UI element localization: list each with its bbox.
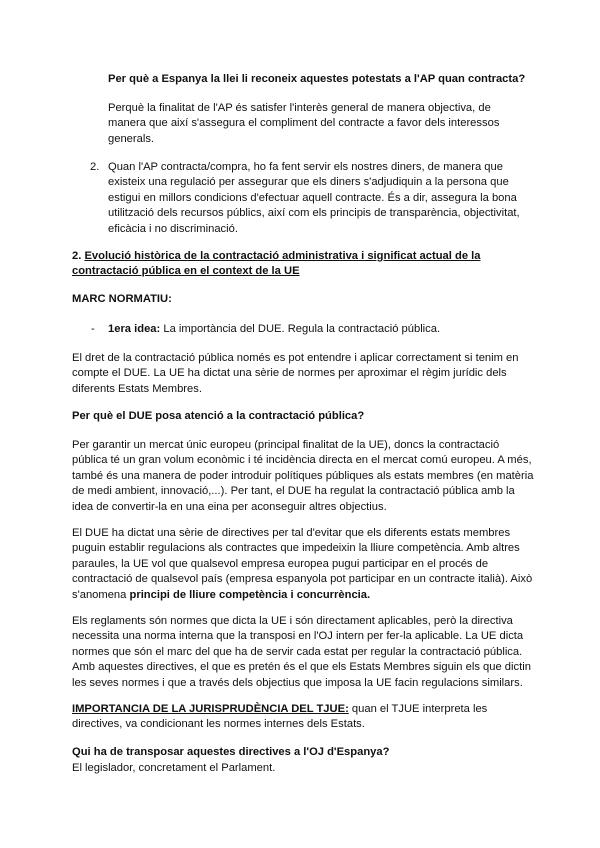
tjue-text: quan el TJUE interpreta les directives, va condicionant les normes internes dels Estats. xyxy=(72,703,488,731)
list-item-number: 2. xyxy=(90,161,100,173)
answer-ap-potestats: Perquè la finalitat de l'AP és satisfer l'interès general de manera objectiva, de manera que així s'assegura el compliment del contracte a favor dels interessos generals. xyxy=(108,102,500,145)
paragraph-reglaments: Els reglaments són normes que dicta la UE i són directament aplicables, però la directiva necessita una norma interna que la transposi en l'OJ intern per fer-la aplicable. La UE dicta normes que són el marc del que ha de servir cada estat per regular la contractació pública. Amb aquestes directives, el que es pretén és el que els Estats Membres siguin els que dictin les seves normes i que a través dels objectius que imposa la UE facin regulacions similars. xyxy=(72,615,531,689)
paragraph-dret: El dret de la contractació pública només es pot entendre i aplicar correctament si tenim en compte el DUE. La UE ha dictat una sèrie de normes per aproximar el règim jurídic dels diferents Estats Membres. xyxy=(72,352,519,395)
marc-normatiu-heading: MARC NORMATIU: xyxy=(72,293,172,305)
idea-1-label: 1era idea: xyxy=(108,323,161,335)
question-transposar: Qui ha de transposar aquestes directives a l'OJ d'Espanya? xyxy=(72,746,390,758)
answer-transposar: El legislador, concretament el Parlament. xyxy=(72,762,276,774)
bullet-dash: - xyxy=(91,323,95,335)
section-2-number: 2. xyxy=(72,250,82,262)
section-2-title: Evolució històrica de la contractació administrativa i significat actual de la contractació pública en el context de la UE xyxy=(72,250,481,278)
paragraph-mercat-unic: Per garantir un mercat únic europeu (principal finalitat de la UE), doncs la contractació pública té un gran volum econòmic i té incidència directa en el mercat comú europeu. A més, també és una manera de poder introduir polítiques públiques als estats membres (en matèria de medi ambient, innovació,...). Per tant, el DUE ha regulat la contractació pública amb la idea de convertir-la en una eina per aconseguir altres objectius. xyxy=(72,439,534,513)
paragraph-tjue xyxy=(72,702,512,733)
tjue-label: IMPORTANCIA DE LA JURISPRUDÈNCIA DEL TJUE: xyxy=(72,703,349,715)
principle-lliure-competencia: principi de lliure competència i concurrència. xyxy=(129,588,371,601)
idea-1-item xyxy=(108,322,538,337)
paragraph-directives xyxy=(72,526,534,603)
paragraph-directives-text: El DUE ha dictat una sèrie de directives per tal d'evitar que els diferents estats membres puguin establir regulacions als contractes que impedeixin la lliure competència. Amb altres paraules, la UE vol que qualsevol empresa europea pugui participar en el procés de contractació de qualsevol país (empresa espanyola pot participar en un contracte italià). Això s'anomena xyxy=(72,527,533,601)
list-item-2-text: Quan l'AP contracta/compra, ho fa fent servir els nostres diners, de manera que existeix una regulació per assegurar que els diners s'adjudiquin a la persona que estigui en millors condicions d'efectuar aquell contracte. És a dir, assegura la bona utilització dels recursos públics, així com els principis de transparència, objectivitat, eficàcia i no discriminació. xyxy=(108,161,520,235)
question-ap-potestats: Per què a Espanya la llei li reconeix aquestes potestats a l'AP quan contracta? xyxy=(108,73,526,85)
idea-1-text: La importància del DUE. Regula la contractació pública. xyxy=(163,323,441,335)
question-due: Per què el DUE posa atenció a la contractació pública? xyxy=(72,410,365,422)
section-2-heading xyxy=(72,249,502,280)
